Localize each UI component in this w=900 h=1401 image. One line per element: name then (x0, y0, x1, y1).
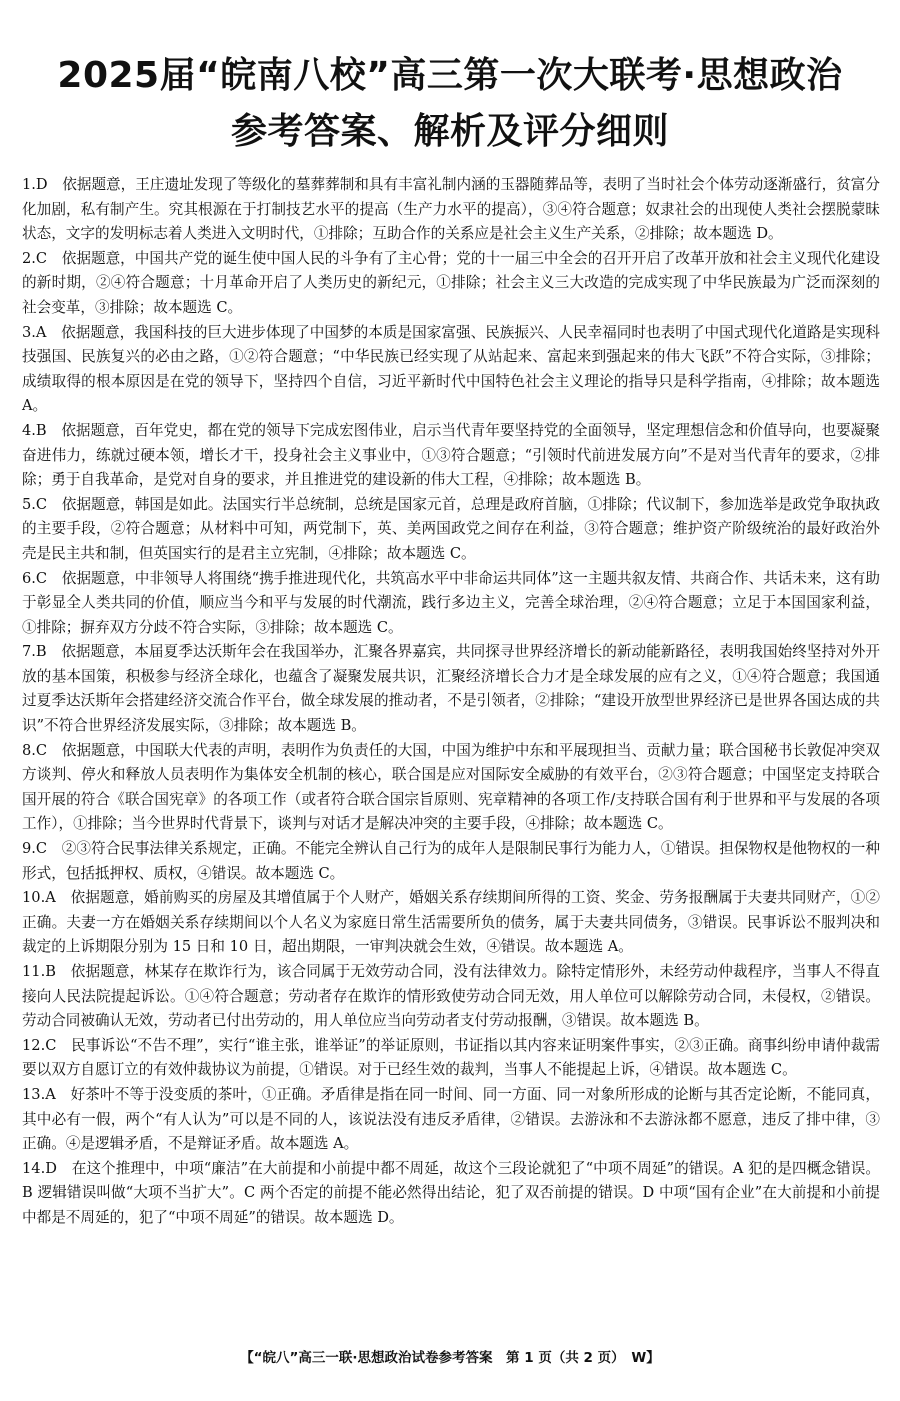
answer-item-7 (22, 640, 880, 738)
answer-explanation: ②③符合民事法律关系规定，正确。不能完全辨认自己行为的成年人是限制民事行为能力人，①错误。担保物权是他物权的一种形式，包括抵押权、质权，④错误。故本题选 C。 (22, 840, 880, 882)
answer-explanation: 民事诉讼“不告不理”，实行“谁主张，谁举证”的举证原则，书证指以其内容来证明案件事实，②③正确。商事纠纷申请仲裁需要以双方自愿订立的有效仲裁协议为前提，①错误。对于已经生效的裁判，当事人不能提起上诉，④错误。故本题选 C。 (22, 1036, 880, 1079)
answer-item-13 (22, 1083, 880, 1157)
answer-explanation: 依据题意，中国联大代表的声明，表明作为负责任的大国，中国为维护中东和平展现担当、贡献力量；联合国秘书长敦促冲突双方谈判、停火和释放人员表明作为集体安全机制的核心，联合国是应对国际安全威胁的有效平台，②③符合题意；中国坚定支持联合国开展的符合《联合国宪章》的各项工作（或者符合联合国宗旨原则、宪章精神的各项工作/支持联合国有利于世界和平与发展的各项工作），①排除；当今世界时代背景下，谈判与对话才是解决冲突的主要手段，④排除；故本题选 C。 (22, 741, 880, 833)
answer-explanation: 依据题意，中国共产党的诞生使中国人民的斗争有了主心骨；党的十一届三中全会的召开开启了改革开放和社会主义现代化建设的新时期，②④符合题意；十月革命开启了人类历史的新纪元，①排除；社会主义三大改造的完成实现了中华民族最为广泛而深刻的社会变革，③排除；故本题选 C。 (22, 249, 880, 316)
answer-explanation: 依据题意，王庄遗址发现了等级化的墓葬葬制和具有丰富礼制内涵的玉器随葬品等，表明了当时社会个体劳动逐渐盛行，贫富分化加剧，私有制产生。究其根源在于打制技艺水平的提高（生产力水平的提高），③④符合题意；奴隶社会的出现使人类社会摆脱蒙昧状态，文字的发明标志着人类进入文明时代，①排除；互助合作的关系应是社会主义生产关系，②排除；故本题选 D。 (22, 176, 880, 243)
answer-explanation: 依据题意，中非领导人将围绕“携手推进现代化，共筑高水平中非命运共同体”这一主题共叙友情、共商合作、共话未来，这有助于彰显全人类共同的价值，顺应当今和平与发展的时代潮流，践行多边主义，完善全球治理，②④符合题意；立足于本国国家利益，①排除；摒弃双方分歧不符合实际，③排除；故本题选 C。 (22, 569, 880, 636)
answer-item-5 (22, 493, 880, 567)
answer-item-8 (22, 739, 880, 837)
answer-number: 6.C (22, 569, 48, 587)
answer-number: 14.D (22, 1159, 57, 1177)
answer-explanation: 依据题意，本届夏季达沃斯年会在我国举办，汇聚各界嘉宾，共同探寻世界经济增长的新动能新路径，表明我国始终坚持对外开放的基本国策，积极参与经济全球化，也蕴含了凝聚发展共识，汇聚经济增长合力才是全球发展的应有之义，①④符合题意；我国通过夏季达沃斯年会搭建经济交流合作平台，做全球发展的推动者，不是引领者，②排除；“建设开放型世界经济已是世界各国达成的共识”不符合世界经济发展实际，③排除；故本题选 B。 (22, 643, 880, 735)
answer-item-9 (22, 837, 880, 886)
answer-explanation: 依据题意，我国科技的巨大进步体现了中国梦的本质是国家富强、民族振兴、人民幸福同时也表明了中国式现代化道路是实现科技强国、民族复兴的必由之路，①②符合题意；“中华民族已经实现了从站起来、富起来到强起来的伟大飞跃”不符合实际，③排除；成绩取得的根本原因是在党的领导下，坚持四个自信，习近平新时代中国特色社会主义理论的指导只是科学指南，④排除；故本题选 A。 (22, 323, 880, 415)
answer-item-2 (22, 247, 880, 321)
answer-number: 13.A (22, 1085, 56, 1103)
answer-number: 11.B (22, 963, 56, 980)
answer-item-14 (22, 1157, 880, 1231)
answer-explanation: 依据题意，百年党史，都在党的领导下完成宏图伟业，启示当代青年要坚持党的全面领导，坚定理想信念和价值导向，也要凝聚奋进伟力，练就过硬本领，增长才干，投身社会主义事业中，①③符合题意；“引领时代前进发展方向”不是对当代青年的要求，②排除；勇于自我革命，是党对自身的要求，并且推进党的建设新的伟大工程，④排除；故本题选 B。 (22, 421, 880, 489)
answer-item-1 (22, 173, 880, 247)
answer-item-12 (22, 1034, 880, 1083)
answer-item-4 (22, 419, 880, 493)
answer-item-6 (22, 567, 880, 641)
answer-list (22, 173, 880, 1231)
document-title: 2025届“皖南八校”高三第一次大联考·思想政治 (57, 55, 843, 96)
answer-explanation: 好茶叶不等于没变质的茶叶，①正确。矛盾律是指在同一时间、同一方面、同一对象所形成的论断与其否定论断，不能同真，其中必有一假，两个“有人认为”可以是不同的人，该说法没有违反矛盾律，②错误。去游泳和不去游泳都不愿意，违反了排中律，③正确。④是逻辑矛盾，不是辩证矛盾。故本题选 A。 (22, 1085, 880, 1153)
answer-number: 7.B (22, 643, 47, 661)
answer-number: 1.D (22, 176, 48, 193)
answer-number: 9.C (22, 840, 48, 858)
answer-number: 2.C (22, 249, 48, 267)
answer-number: 8.C (22, 741, 48, 759)
answer-number: 12.C (22, 1036, 57, 1054)
page-footer: 【“皖八”高三一联·思想政治试卷参考答案 第 1 页（共 2 页） W】 (240, 1350, 660, 1366)
answer-explanation: 依据题意，林某存在欺诈行为，该合同属于无效劳动合同，没有法律效力。除特定情形外，未经劳动仲裁程序，当事人不得直接向人民法院提起诉讼。①④符合题意；劳动者存在欺诈的情形致使劳动合同无效，用人单位可以解除劳动合同，未侵权，②错误。劳动合同被确认无效，劳动者已付出劳动的，用人单位应当向劳动者支付劳动报酬，③错误。故本题选 B。 (22, 963, 880, 1030)
answer-item-10 (22, 886, 880, 960)
answer-explanation: 依据题意，韩国是如此。法国实行半总统制，总统是国家元首，总理是政府首脑，①排除；代议制下，参加选举是政党争取执政的主要手段，②符合题意；从材料中可知，两党制下，英、美两国政党之间存在利益，③符合题意；维护资产阶级统治的最好政治外壳是民主共和制，但英国实行的是君主立宪制，④排除；故本题选 C。 (22, 495, 880, 562)
answer-explanation: 在这个推理中，中项“廉洁”在大前提和小前提中都不周延，故这个三段论就犯了“中项不周延”的错误。A 犯的是四概念错误。B 逻辑错误叫做“大项不当扩大”。C 两个否定的前提不能必然得出结论，犯了双否前提的错误。D 中项“国有企业”在大前提和小前提中都是不周延的，犯了“中项不周延”的错误。故本题选 D。 (22, 1159, 880, 1226)
answer-number: 10.A (22, 889, 56, 907)
answer-number: 3.A (22, 323, 47, 341)
answer-item-11 (22, 960, 880, 1034)
document-subtitle: 参考答案、解析及评分细则 (230, 111, 669, 152)
answer-number: 5.C (22, 495, 48, 513)
answer-item-3 (22, 321, 880, 419)
answer-number: 4.B (22, 421, 47, 439)
answer-explanation: 依据题意，婚前购买的房屋及其增值属于个人财产，婚姻关系存续期间所得的工资、奖金、劳务报酬属于夫妻共同财产，①②正确。夫妻一方在婚姻关系存续期间以个人名义为家庭日常生活需要所负的债务，属于夫妻共同债务，③错误。民事诉讼不服判决和裁定的上诉期限分别为 15 日和 10 日，超出期限，一审判决就会生效，④错误。故本题选 A。 (22, 889, 880, 956)
